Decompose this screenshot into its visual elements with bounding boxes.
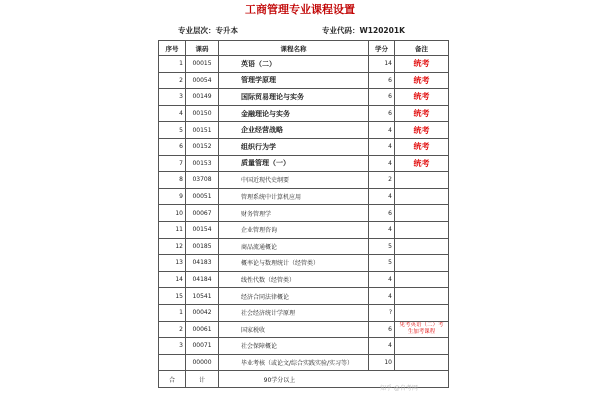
row-note: [395, 205, 449, 222]
row-code: 00152: [186, 138, 219, 155]
header-name: 课程名称: [219, 41, 369, 56]
row-no: 2: [159, 72, 186, 89]
row-note: [395, 288, 449, 305]
row-no: 15: [159, 288, 186, 305]
row-credit: 6: [369, 321, 395, 338]
table-row: [159, 205, 449, 222]
table-row: [159, 105, 449, 122]
total-value: 90学分以上: [219, 371, 449, 388]
header-credit: 学分: [369, 41, 395, 56]
major-code: 专业代码：W120201K: [322, 26, 405, 35]
header-code: 课码: [186, 41, 219, 56]
table-row: [159, 188, 449, 205]
row-note: [395, 338, 449, 355]
header-no: 序号: [159, 41, 186, 56]
row-code: 00151: [186, 122, 219, 139]
total-label-b: 计: [186, 371, 219, 388]
row-note: 统考: [395, 56, 449, 73]
row-no: 4: [159, 105, 186, 122]
row-no: [159, 354, 186, 371]
row-credit: ?: [369, 304, 395, 321]
row-credit: 4: [369, 338, 395, 355]
row-code: 00051: [186, 188, 219, 205]
row-note: [395, 255, 449, 272]
table-row: [159, 238, 449, 255]
table-row: [159, 122, 449, 139]
row-name: 经济合同法律概论: [219, 288, 369, 305]
header-row: [159, 41, 449, 56]
row-name: 企业管理咨询: [219, 221, 369, 238]
row-note: [395, 238, 449, 255]
row-name: 金融理论与实务: [219, 105, 369, 122]
row-code: 03708: [186, 172, 219, 189]
row-no: 3: [159, 338, 186, 355]
row-credit: 4: [369, 288, 395, 305]
row-code: 00185: [186, 238, 219, 255]
table-row: [159, 56, 449, 73]
row-note: 统考: [395, 138, 449, 155]
watermark: 知乎 @自考网: [380, 385, 418, 392]
row-credit: 6: [369, 205, 395, 222]
row-code: 00042: [186, 304, 219, 321]
row-name: 管理系统中计算机应用: [219, 188, 369, 205]
table-row: [159, 338, 449, 355]
row-credit: 4: [369, 122, 395, 139]
row-name: 国际贸易理论与实务: [219, 89, 369, 106]
row-code: 00071: [186, 338, 219, 355]
total-label-a: 合: [159, 371, 186, 388]
row-code: 00150: [186, 105, 219, 122]
row-code: 00067: [186, 205, 219, 222]
row-name: 组织行为学: [219, 138, 369, 155]
row-no: 1: [159, 304, 186, 321]
table-row: [159, 255, 449, 272]
row-no: 2: [159, 321, 186, 338]
table-row: [159, 138, 449, 155]
row-credit: 4: [369, 221, 395, 238]
table-row: [159, 89, 449, 106]
row-code: 04184: [186, 271, 219, 288]
row-credit: 14: [369, 56, 395, 73]
row-credit: 6: [369, 105, 395, 122]
page-title: 工商管理专业课程设置: [245, 3, 355, 16]
row-name: 财务管理学: [219, 205, 369, 222]
row-credit: 5: [369, 255, 395, 272]
row-name: 企业经营战略: [219, 122, 369, 139]
table-row: [159, 354, 449, 371]
course-table: [158, 40, 449, 388]
row-code: 00015: [186, 56, 219, 73]
row-note: 统考: [395, 155, 449, 172]
row-code: 10541: [186, 288, 219, 305]
row-code: 00154: [186, 221, 219, 238]
table-row: [159, 321, 449, 338]
row-note: [395, 354, 449, 371]
header-note: 备注: [395, 41, 449, 56]
row-no: 10: [159, 205, 186, 222]
row-code: 00149: [186, 89, 219, 106]
row-no: 8: [159, 172, 186, 189]
row-name: 商品流通概论: [219, 238, 369, 255]
row-name: 国家税收: [219, 321, 369, 338]
row-code: 00153: [186, 155, 219, 172]
row-no: 9: [159, 188, 186, 205]
row-no: 7: [159, 155, 186, 172]
row-code: 00061: [186, 321, 219, 338]
row-note: [395, 271, 449, 288]
row-name: 管理学原理: [219, 72, 369, 89]
row-code: 00000: [186, 354, 219, 371]
table-row: [159, 172, 449, 189]
row-name: 线性代数（经管类）: [219, 271, 369, 288]
row-code: 04183: [186, 255, 219, 272]
row-note: [395, 304, 449, 321]
row-code: 00054: [186, 72, 219, 89]
table-row: [159, 304, 449, 321]
row-note: [395, 188, 449, 205]
row-credit: 10: [369, 354, 395, 371]
row-note: 统考: [395, 89, 449, 106]
row-name: 社会经济统计学原理: [219, 304, 369, 321]
row-name: 质量管理（一）: [219, 155, 369, 172]
row-no: 3: [159, 89, 186, 106]
row-credit: 4: [369, 188, 395, 205]
row-credit: 4: [369, 138, 395, 155]
major-level: 专业层次：专升本: [178, 26, 238, 35]
table-row: [159, 271, 449, 288]
table-row: [159, 221, 449, 238]
row-note: [395, 172, 449, 189]
row-no: 5: [159, 122, 186, 139]
row-no: 13: [159, 255, 186, 272]
row-credit: 4: [369, 271, 395, 288]
row-credit: 4: [369, 155, 395, 172]
row-credit: 2: [369, 172, 395, 189]
row-name: 概率论与数理统计（经管类）: [219, 255, 369, 272]
table-row: [159, 155, 449, 172]
table-row: [159, 288, 449, 305]
row-no: 1: [159, 56, 186, 73]
row-note: 统考: [395, 122, 449, 139]
row-name: 英语（二）: [219, 56, 369, 73]
table-row: [159, 72, 449, 89]
row-no: 6: [159, 138, 186, 155]
row-name: 社会保障概论: [219, 338, 369, 355]
row-name: 毕业考核（或论文/综合实践实验/实习等）: [219, 354, 369, 371]
row-note: 统考: [395, 72, 449, 89]
row-credit: 6: [369, 72, 395, 89]
row-no: 11: [159, 221, 186, 238]
row-name: 中国近现代史纲要: [219, 172, 369, 189]
row-credit: 5: [369, 238, 395, 255]
row-no: 12: [159, 238, 186, 255]
row-note: 统考: [395, 105, 449, 122]
row-note: [395, 221, 449, 238]
row-credit: 6: [369, 89, 395, 106]
row-no: 14: [159, 271, 186, 288]
row-note: 免考英语（二）考生加考课程: [395, 321, 449, 338]
